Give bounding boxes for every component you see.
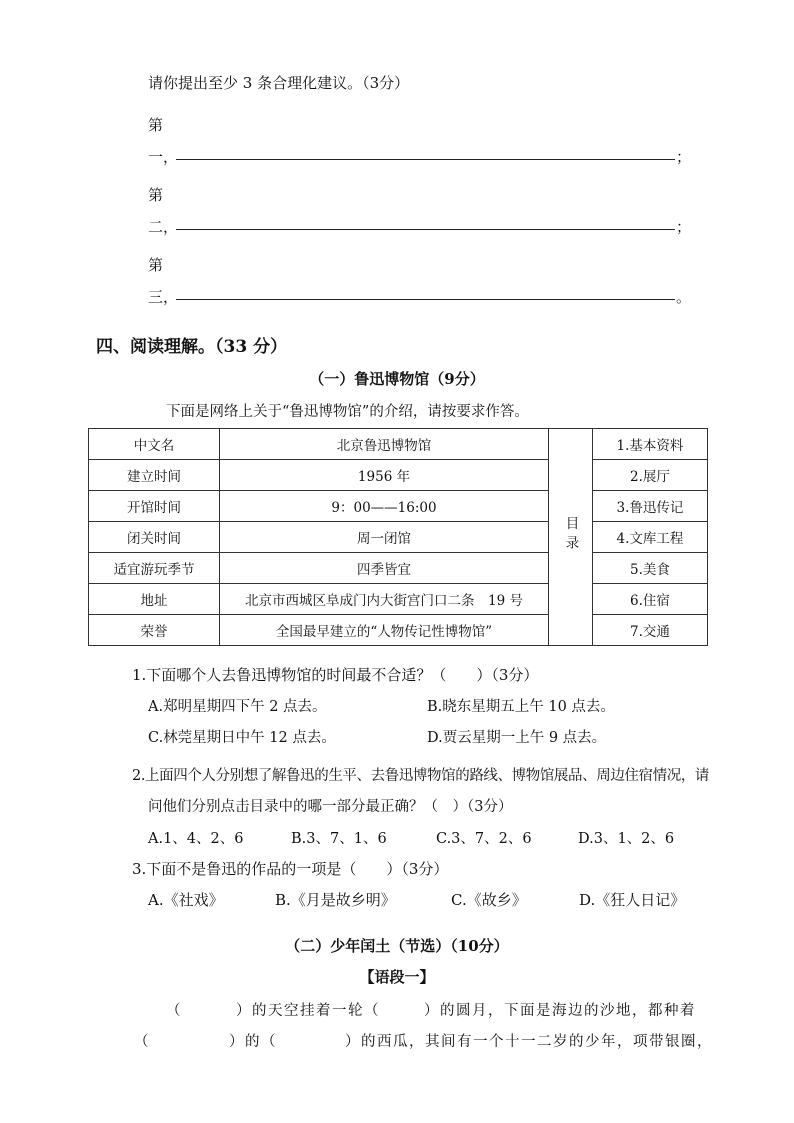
table-row (89, 584, 708, 615)
row-label: 中文名 (89, 429, 220, 460)
passage-line2-a: （ (134, 1034, 149, 1050)
catalog-item[interactable]: 7.交通 (593, 615, 708, 646)
suggestion-3-label-a: 第 (148, 256, 164, 274)
passage-line1-a: （ (166, 1003, 181, 1019)
catalog-item[interactable]: 6.住宿 (593, 584, 708, 615)
suggestion-1-label-b: 一， (148, 148, 179, 166)
row-value: 四季皆宜 (220, 553, 549, 584)
table-row (89, 429, 708, 460)
suggestion-2-end: ； (676, 218, 692, 236)
row-value: 北京市西城区阜成门内大街宫门口二条 19 号 (220, 584, 549, 615)
row-label: 适宜游玩季节 (89, 553, 220, 584)
catalog-label: 目录 (562, 515, 579, 555)
catalog-item[interactable]: 2.展厅 (593, 460, 708, 491)
q3-stem: 3.下面不是鲁迅的作品的一项是（ ）（3分） (132, 860, 449, 878)
catalog-item[interactable]: 4.文库工程 (593, 522, 708, 553)
table-row (89, 522, 708, 553)
part2-title: （二）少年闰土（节选）（10分） (285, 937, 509, 955)
passage-line2-c: ）的西瓜，其间有一个十一二岁的少年，项带银圈， (345, 1034, 713, 1050)
part1-instruction: 下面是网络上关于“鲁迅博物馆”的介绍，请按要求作答。 (166, 404, 529, 420)
suggestion-3-label-b: 三， (148, 288, 179, 306)
row-value: 北京鲁迅博物馆 (220, 429, 549, 460)
q3-option-b[interactable]: B.《月是故乡明》 (275, 891, 396, 909)
museum-info-table (88, 428, 708, 646)
q2-stem-line2: 问他们分别点击目录中的哪一部分最正确？（ ）（3分） (148, 799, 513, 815)
row-value: 1956 年 (220, 460, 549, 491)
suggestion-2-label-a: 第 (148, 186, 164, 204)
suggestion-1-blank[interactable] (176, 159, 675, 160)
q1-stem: 1.下面哪个人去鲁迅博物馆的时间最不合适？（ ）（3分） (132, 666, 539, 684)
row-value: 9：00——16:00 (220, 491, 549, 522)
q1-option-a[interactable]: A.郑明星期四下午 2 点去。 (148, 699, 327, 715)
passage-line1-b: ）的天空挂着一轮（ (236, 1003, 380, 1019)
q3-option-d[interactable]: D.《狂人日记》 (579, 891, 686, 909)
q2-option-c[interactable]: C.3、7、2、6 (436, 831, 532, 847)
passage-line1-c: ）的圆月，下面是海边的沙地，都种着 (424, 1003, 696, 1019)
passage-line2-b: ）的（ (229, 1034, 277, 1050)
suggestion-2-label-b: 二， (148, 218, 179, 236)
catalog-header (549, 429, 593, 646)
suggestion-prompt: 请你提出至少 3 条合理化建议。（3分） (148, 74, 410, 92)
row-label: 开馆时间 (89, 491, 220, 522)
table-row (89, 615, 708, 646)
catalog-item[interactable]: 1.基本资料 (593, 429, 708, 460)
q2-stem-line1: 2.上面四个人分别想了解鲁迅的生平、去鲁迅博物馆的路线、博物馆展品、周边住宿情况，请 (132, 768, 710, 784)
q2-option-b[interactable]: B.3、7、1、6 (291, 831, 387, 847)
q3-option-c[interactable]: C.《故乡》 (451, 891, 527, 909)
section-title: 四、阅读理解。（33 分） (96, 337, 288, 357)
q1-option-c[interactable]: C.林莞星期日中午 12 点去。 (148, 730, 336, 746)
row-label: 闭关时间 (89, 522, 220, 553)
row-value: 全国最早建立的“人物传记性博物馆” (220, 615, 549, 646)
table-row (89, 553, 708, 584)
part1-title: （一）鲁迅博物馆（9分） (309, 370, 485, 388)
row-label: 建立时间 (89, 460, 220, 491)
q1-option-d[interactable]: D.贾云星期一上午 9 点去。 (427, 730, 607, 746)
table-row (89, 460, 708, 491)
segment-label: 【语段一】 (359, 968, 435, 986)
catalog-item[interactable]: 5.美食 (593, 553, 708, 584)
row-value: 周一闭馆 (220, 522, 549, 553)
suggestion-3-blank[interactable] (176, 299, 675, 300)
q2-option-d[interactable]: D.3、1、2、6 (578, 831, 675, 847)
catalog-item[interactable]: 3.鲁迅传记 (593, 491, 708, 522)
table-row (89, 491, 708, 522)
suggestion-1-label-a: 第 (148, 116, 164, 134)
suggestion-2-blank[interactable] (176, 229, 675, 230)
row-label: 荣誉 (89, 615, 220, 646)
q3-option-a[interactable]: A.《社戏》 (148, 891, 224, 909)
q2-option-a[interactable]: A.1、4、2、6 (148, 831, 244, 847)
q1-option-b[interactable]: B.晓东星期五上午 10 点去。 (427, 699, 615, 715)
suggestion-3-end: 。 (676, 288, 692, 306)
suggestion-1-end: ； (676, 148, 692, 166)
row-label: 地址 (89, 584, 220, 615)
